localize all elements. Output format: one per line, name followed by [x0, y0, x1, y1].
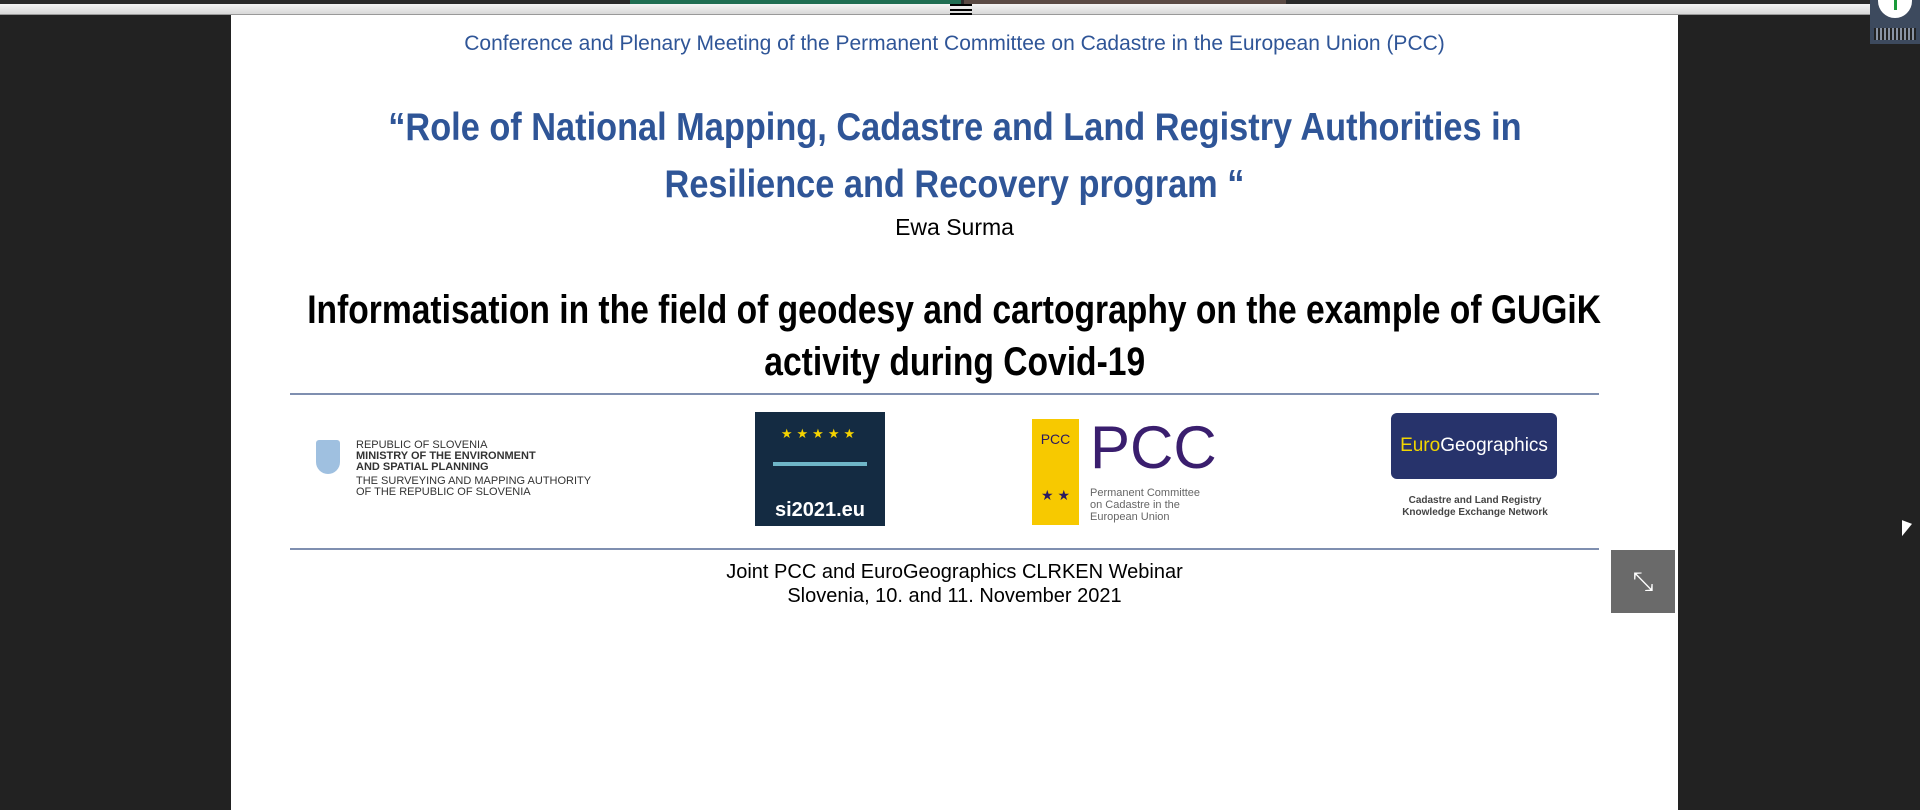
conference-title: Conference and Plenary Meeting of the Permanent Committee on Cadastre in the European Union (PCC): [464, 32, 1445, 55]
logo-text: AND SPATIAL PLANNING: [356, 461, 489, 473]
divider: [290, 393, 1599, 395]
presentation-title: [231, 99, 1678, 213]
event-date: Slovenia, 10. and 11. November 2021: [787, 585, 1122, 607]
subtitle-line: Informatisation in the field of geodesy and cartography on the example of GUGiK: [307, 288, 1602, 332]
exit-fullscreen-button[interactable]: [1611, 550, 1675, 613]
stars-icon: ★ ★: [1041, 487, 1070, 503]
wave-icon: [773, 462, 867, 492]
audio-level-icon: [1874, 28, 1916, 40]
logo-text: MINISTRY OF THE ENVIRONMENT: [356, 450, 536, 462]
logo-text: Euro: [1400, 435, 1441, 456]
subtitle-line: activity during Covid-19: [764, 340, 1145, 384]
logo-text: Knowledge Exchange Network: [1402, 507, 1548, 518]
title-line: Resilience and Recovery program “: [664, 163, 1245, 206]
pcc-logo: [1032, 414, 1252, 539]
logo-text: THE SURVEYING AND MAPPING AUTHORITY: [356, 475, 592, 487]
collapse-arrows-icon: ⤡: [1632, 565, 1654, 596]
event-name: Joint PCC and EuroGeographics CLRKEN Webinar: [726, 561, 1183, 583]
logo-text: Geographics: [1440, 435, 1548, 456]
logo-text: REPUBLIC OF SLOVENIA: [356, 439, 488, 451]
logo-text: Permanent Committee: [1090, 487, 1201, 499]
presentation-slide: [231, 15, 1678, 810]
logo-text: PCC: [1040, 431, 1071, 447]
author: Ewa Surma: [895, 214, 1014, 240]
eurogeographics-logo: [1391, 413, 1559, 528]
mouse-cursor-icon: [1902, 520, 1912, 540]
slovenia-coat-of-arms-icon: [316, 440, 340, 474]
logo-text: Cadastre and Land Registry: [1408, 495, 1542, 506]
title-line: “Role of National Mapping, Cadastre and Land Registry Authorities in: [387, 106, 1522, 149]
logo-text: PCC: [1090, 414, 1217, 481]
slovenia-ministry-logo: [316, 440, 591, 498]
menu-icon[interactable]: [950, 4, 972, 15]
si2021-logo: [755, 412, 885, 526]
logo-text: [1090, 487, 1200, 523]
app-logo-icon: [1878, 0, 1912, 18]
eurogeographics-badge: [1391, 413, 1557, 479]
event-info: [231, 560, 1678, 608]
eu-stars-icon: ★★★★★: [780, 426, 860, 441]
side-widget[interactable]: [1870, 0, 1920, 44]
viewer-toolbar: [0, 4, 1870, 15]
talk-title: [231, 284, 1678, 388]
logo-text: OF THE REPUBLIC OF SLOVENIA: [356, 486, 531, 498]
logo-text: European Union: [1090, 511, 1170, 523]
divider: [290, 548, 1599, 550]
logo-text: si2021.eu: [774, 499, 866, 521]
pcc-badge: [1032, 419, 1079, 525]
logo-text: on Cadastre in the: [1090, 499, 1180, 511]
